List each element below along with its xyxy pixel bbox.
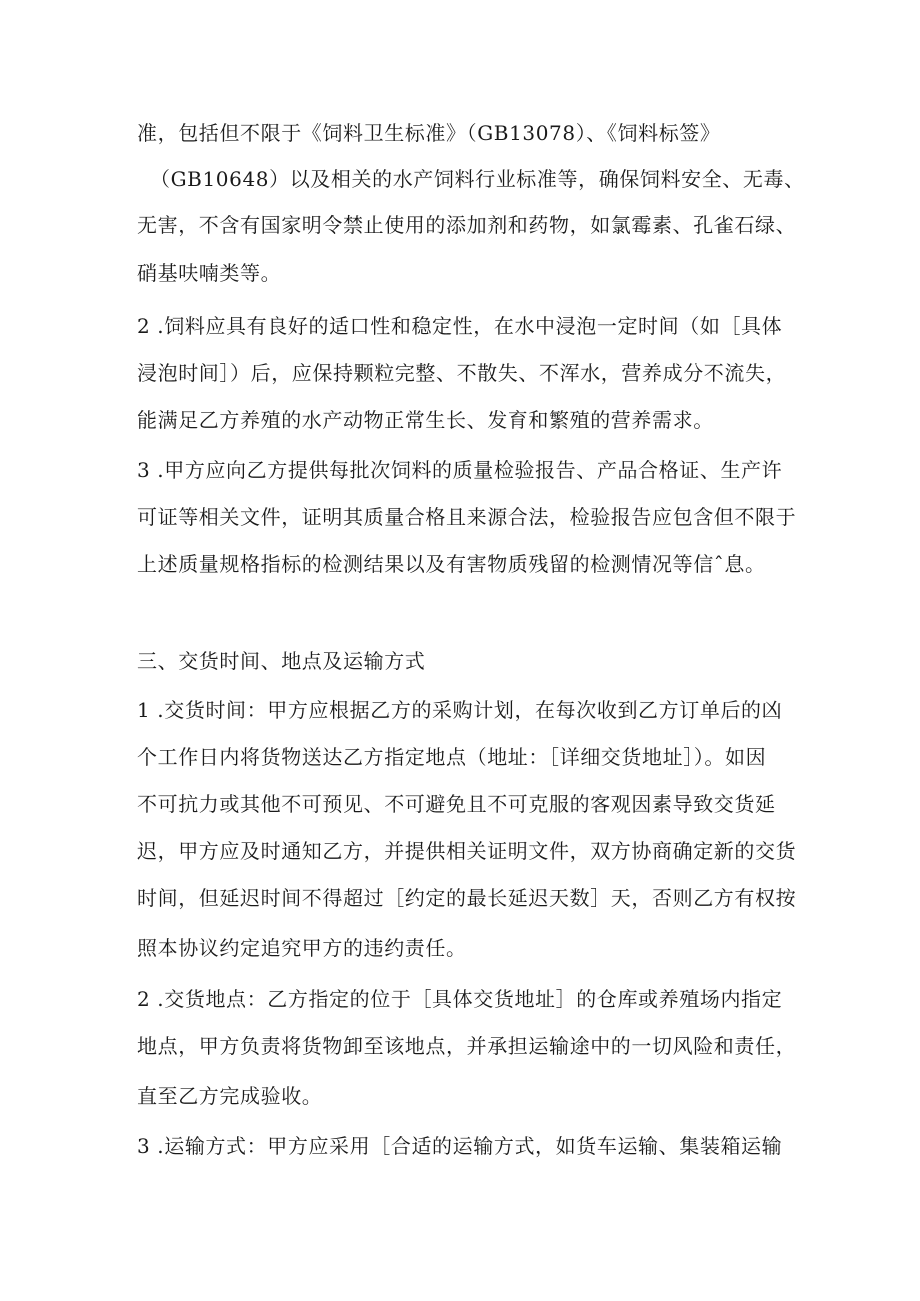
list-item-2-line: 2 .交货地点：乙方指定的位于［具体交货地址］的仓库或养殖场内指定 (137, 987, 783, 1011)
text-line: 准，包括但不限于《饲料卫生标准》（GB13078）、《饲料标签》 (137, 121, 721, 145)
section-heading: 三、交货时间、地点及运输方式 (137, 649, 426, 673)
text-line: 个工作日内将货物送达乙方指定地点（地址：［详细交货地址］）。如因 (137, 745, 767, 769)
text-line: 地点，甲方负责将货物卸至该地点，并承担运输途中的一切风险和责任， (137, 1034, 797, 1058)
text-line: 能满足乙方养殖的水产动物正常生长、发育和繁殖的营养需求。 (137, 408, 714, 432)
text-line: 直至乙方完成验收。 (137, 1084, 323, 1108)
text-line: 迟，甲方应及时通知乙方，并提供相关证明文件，双方协商确定新的交货 (137, 839, 797, 863)
list-item-3-line: 3 .甲方应向乙方提供每批次饲料的质量检验报告、产品合格证、生产许 (137, 458, 783, 482)
text-line: 时间，但延迟时间不得超过［约定的最长延迟天数］天，否则乙方有权按 (137, 886, 797, 910)
list-item-3-line: 3 .运输方式：甲方应采用［合适的运输方式，如货车运输、集装箱运输 (137, 1134, 783, 1158)
text-line: 硝基呋喃类等。 (137, 261, 282, 285)
text-line: 照本协议约定追究甲方的违约责任。 (137, 936, 467, 960)
text-line: 浸泡时间］）后，应保持颗粒完整、不散失、不浑水，营养成分不流失， (137, 361, 787, 385)
text-line: 无害，不含有国家明令禁止使用的添加剂和药物，如氯霉素、孔雀石绿、 (137, 213, 797, 237)
text-line: 可证等相关文件，证明其质量合格且来源合法，检验报告应包含但不限于 (137, 505, 797, 529)
text-line: （GB10648）以及相关的水产饲料行业标准等，确保饲料安全、无毒、 (150, 167, 805, 191)
text-line: 不可抗力或其他不可预见、不可避免且不可克服的客观因素导致交货延 (137, 792, 776, 816)
text-line: 上述质量规格指标的检测结果以及有害物质残留的检测情况等信ˆ息。 (137, 552, 766, 576)
list-item-2-line: 2 .饲料应具有良好的适口性和稳定性，在水中浸泡一定时间（如［具体 (137, 314, 783, 338)
list-item-1-line: 1 .交货时间：甲方应根据乙方的采购计划，在每次收到乙方订单后的凶 (137, 698, 783, 722)
